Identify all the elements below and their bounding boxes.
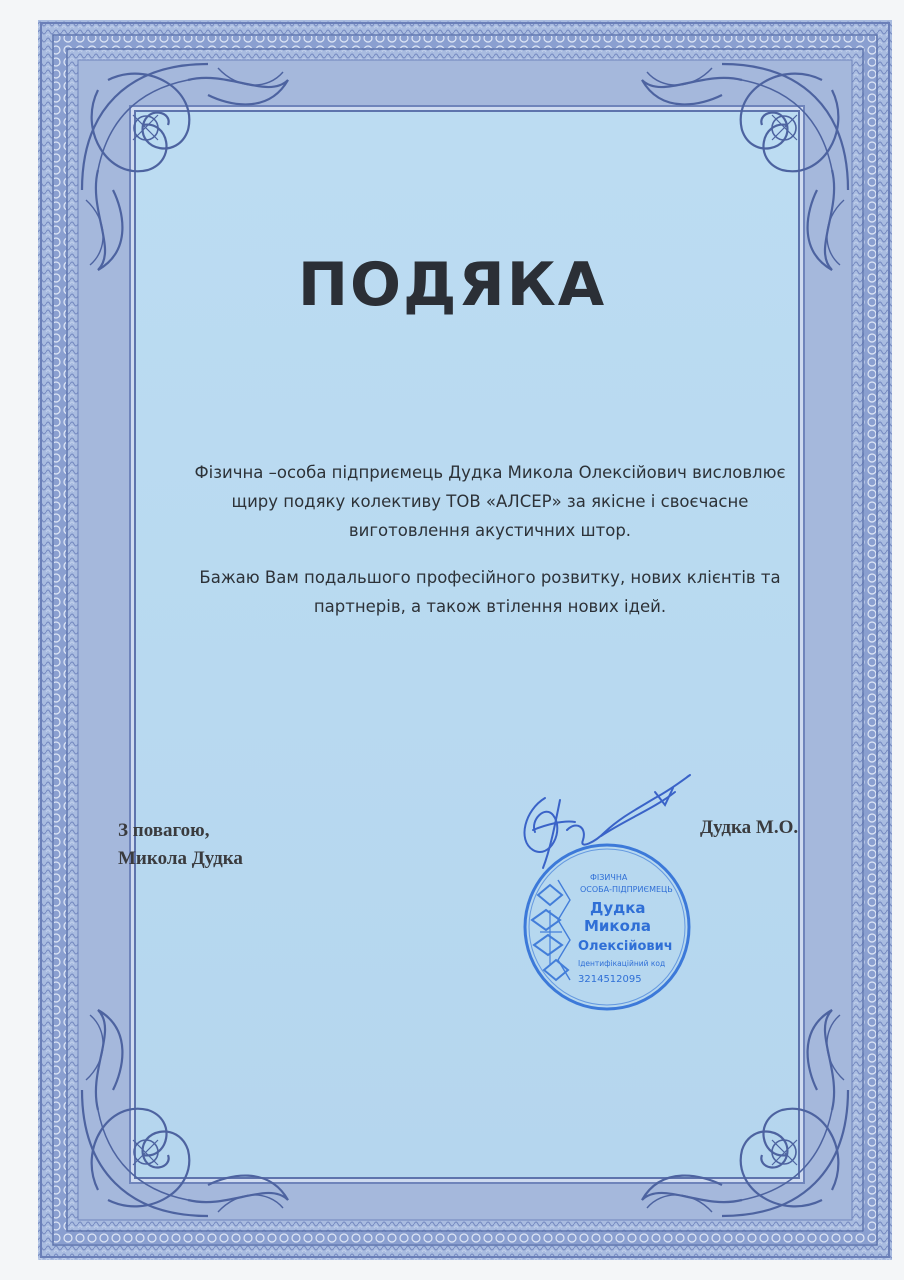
stamp-line-1: ФІЗИЧНА: [590, 873, 628, 882]
closing-phrase: З повагою,: [118, 820, 210, 841]
paragraph-line: виготовлення акустичних штор.: [348, 521, 632, 540]
official-stamp: [520, 840, 695, 1015]
gratitude-paragraph: [170, 458, 810, 545]
stamp-name-3: Олексійович: [578, 939, 673, 954]
stamp-id-label: Ідентифікаційний код: [578, 959, 666, 968]
signer-name: Дудка М.О.: [700, 817, 799, 838]
stamp-line-2: ОСОБА-ПІДПРИЄМЕЦЬ: [580, 885, 673, 894]
wishes-paragraph: [170, 563, 810, 621]
ornament-band-icon: [532, 880, 570, 980]
paragraph-line: Фізична –особа підприємець Дудка Микола Олексійович висловлює: [194, 463, 786, 482]
certificate-title: ПОДЯКА: [297, 250, 607, 320]
closing-name: Микола Дудка: [118, 848, 243, 869]
paragraph-line: щиру подяку колективу ТОВ «АЛСЕР» за якісне і своєчасне: [231, 492, 749, 511]
certificate-sheet: [38, 20, 892, 1260]
stamp-id-code: 3214512095: [578, 974, 642, 985]
stamp-name-1: Дудка: [590, 899, 646, 917]
closing-block: [118, 817, 243, 873]
acanthus-scroll-icon: [82, 64, 288, 270]
stamp-name-2: Микола: [584, 917, 652, 935]
corner-ornaments: [38, 20, 892, 1260]
paragraph-line: Бажаю Вам подальшого професійного розвитку, нових клієнтів та: [199, 568, 781, 587]
paragraph-line: партнерів, а також втілення нових ідей.: [313, 597, 667, 616]
